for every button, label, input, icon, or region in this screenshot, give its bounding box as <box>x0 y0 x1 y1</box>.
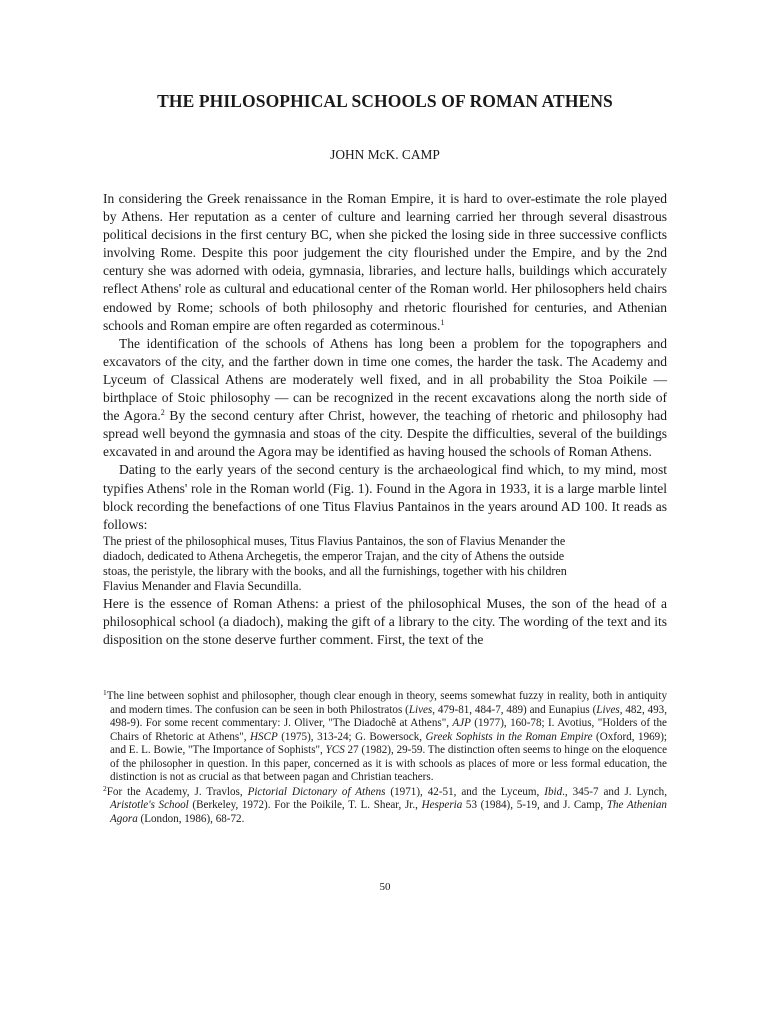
article-title: THE PHILOSOPHICAL SCHOOLS OF ROMAN ATHENS <box>157 91 613 111</box>
paragraph-1: In considering the Greek renaissance in the Roman Empire, it is hard to over-estimate the role played by Athens. Her reputation as a center of culture and learning carried her through several disastrous political decisions in the first century BC, when she picked the losing side in three successive conflicts involving Rome. Despite this poor judgement the city flourished under the Empire, and by the 2nd century she was adorned with odeia, gymnasia, libraries, and lecture halls, buildings which accurately reflect Athens' role as cultural and educational center of the Roman world. Her philosophers held chairs endowed by Rome; schools of both philosophy and rhetoric flourished for centuries, and Athenian schools and Roman empire are often regarded as coterminous.$^1$ <box>103 191 667 333</box>
article-body <box>103 190 667 649</box>
footnote-1: $^1$The line between sophist and philosopher, though clear enough in theory, seems somewhat fuzzy in reality, both in antiquity and modern times. The confusion can be seen in both Philostratos (Lives, 479-81, 484-7, 489) and Eunapius (Lives, 482, 493, 498-9). For some recent commentary: J. Oliver, "The Diadochê at Athens", AJP (1977), 160-78; I. Avotius, "Holders of the Chairs of Rhetoric at Athens", HSCP (1975), 313-24; G. Bowersock, Greek Sophists in the Roman Empire (Oxford, 1969); and E. L. Bowie, "The Importance of Sophists", YCS 27 (1982), 29-59. The distinction often seems to hinge on the eloquence of the philosopher in question. In this paper, concerned as it is with schools as places of more or less formal education, the distinction is not as crucial as that between pagan and Christian teachers. <box>103 688 668 783</box>
footnotes <box>103 690 667 827</box>
author-name: JOHN McK. CAMP <box>330 147 440 162</box>
paragraph-2: The identification of the schools of Athens has long been a problem for the topographers and excavators of the city, and the farther down in time one comes, the harder the task. The Academy and Lyceum of Classical Athens are moderately well fixed, and in all probability the Stoa Poikile — birthplace of Stoic philosophy — can be recognized in the recent excavations along the north side of the Agora.$^2$ By the second century after Christ, however, the teaching of rhetoric and philosophy had spread well beyond the gymnasia and stoas of the city. Despite the difficulties, several of the buildings excavated in and around the Agora may be identified as having housed the schools of Roman Athens. <box>103 335 667 460</box>
paragraph-4: Here is the essence of Roman Athens: a priest of the philosophical Muses, the son of the head of a philosophical school (a diadoch), making the gift of a library to the city. The wording of the text and its disposition on the stone deserve further comment. First, the text of the <box>103 595 667 647</box>
footnote-ref-2[interactable]: 2 <box>160 408 165 418</box>
footnote-2: $^2$For the Academy, J. Travlos, Pictorial Dictonary of Athens (1971), 42-51, and the Lyceum, Ibid., 345-7 and J. Lynch, Aristotle's School (Berkeley, 1972). For the Poikile, T. L. Shear, Jr., Hesperia 53 (1984), 5-19, and J. Camp, The Athenian Agora (London, 1986), 68-72. <box>103 783 667 825</box>
page-number: 50 <box>379 881 391 893</box>
block-quote: The priest of the philosophical muses, Titus Flavius Pantainos, the son of Flavius Menander the diadoch, dedicated to Athena Archegetis, the emperor Trajan, and the city of Athens the outside stoas, the peristyle, the library with the books, and all the furnishings, together with his children Flavius Menander and Flavia Secundilla. <box>103 533 567 594</box>
paragraph-3: Dating to the early years of the second century is the archaeological find which, to my mind, most typifies Athens' role in the Roman world (Fig. 1). Found in the Agora in 1933, it is a large marble lintel block recording the benefactions of one Titus Flavius Pantainos in the years around AD 100. It reads as follows: <box>103 462 667 532</box>
footnote-ref-1[interactable]: 1 <box>440 317 445 327</box>
